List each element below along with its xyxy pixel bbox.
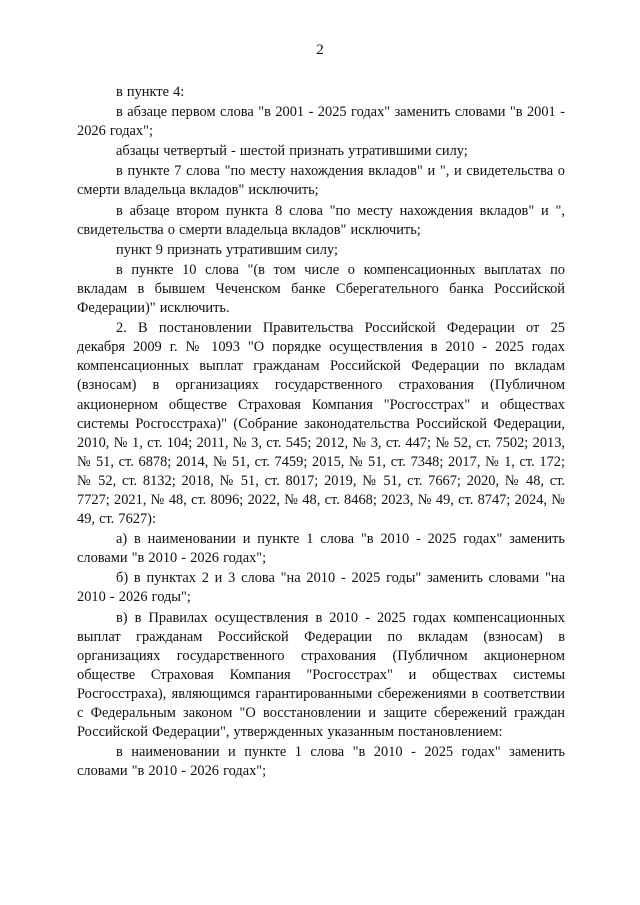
paragraph: в пункте 10 слова "(в том числе о компенсационных выплатах по вкладам в бывшем Чеченском банке Сберегательного банка Российской Федерации)" исключить. bbox=[77, 261, 565, 317]
paragraph: в пункте 4: bbox=[116, 84, 185, 100]
paragraph: абзацы четвертый - шестой признать утратившими силу; bbox=[116, 143, 468, 160]
paragraph: пункт 9 признать утратившим силу; bbox=[116, 241, 338, 258]
paragraph: в) в Правилах осуществления в 2010 - 2025 годах компенсационных выплат гражданам Российской Федерации по вкладам (взносам) в организациях государственного страхования (Публичном акционерном обществе Страховая Компания "Росгосстрах" и обществах системы Росгосстраха), являющимся гарантированными сбережениями в соответствии с Федеральным законом "О восстановлении и защите сбережений граждан Российской Федерации", утвержденных указанным постановлением: bbox=[77, 609, 565, 741]
paragraph: в пункте 7 слова "по месту нахождения вкладов" и ", и свидетельства о смерти владельца вкладов" исключить; bbox=[77, 163, 565, 199]
paragraph: а) в наименовании и пункте 1 слова "в 2010 - 2025 годах" заменить словами "в 2010 - 2026 годах"; bbox=[77, 531, 565, 567]
paragraph: в наименовании и пункте 1 слова "в 2010 - 2025 годах" заменить словами "в 2010 - 2026 годах"; bbox=[77, 744, 565, 780]
page-number: 2 bbox=[316, 42, 324, 58]
paragraph: 2. В постановлении Правительства Российской Федерации от 25 декабря 2009 г. № 1093 "О порядке осуществления в 2010 - 2025 годах компенсационных выплат гражданам Российской Федерации по вкладам (взносам) в организациях государственного страхования (Публичном акционерном обществе Страховая Компания "Росгосстрах" и обществах системы Росгосстраха)" (Собрание законодательства Российской Федерации, 2010, № 1, ст. 104; 2011, № 3, ст. 545; 2012, № 3, ст. 447; № 52, ст. 7502; 2013, № 51, ст. 6878; 2014, № 51, ст. 7459; 2015, № 51, ст. 7348; 2017, № 1, ст. 172; № 52, ст. 8132; 2018, № 51, ст. 8017; 2019, № 51, ст. 7667; 2020, № 48, ст. 7727; 2021, № 48, ст. 8096; 2022, № 48, ст. 8468; 2023, № 49, ст. 8747; 2024, № 49, ст. 7627): bbox=[77, 320, 565, 528]
paragraph: в абзаце втором пункта 8 слова "по месту нахождения вкладов" и ", свидетельства о смерти владельца вкладов" исключить; bbox=[77, 202, 565, 238]
document-body bbox=[77, 83, 565, 781]
paragraph: б) в пунктах 2 и 3 слова "на 2010 - 2025 годы" заменить словами "на 2010 - 2026 годы"; bbox=[77, 570, 565, 606]
paragraph: в абзаце первом слова "в 2001 - 2025 годах" заменить словами "в 2001 - 2026 годах"; bbox=[77, 104, 565, 140]
